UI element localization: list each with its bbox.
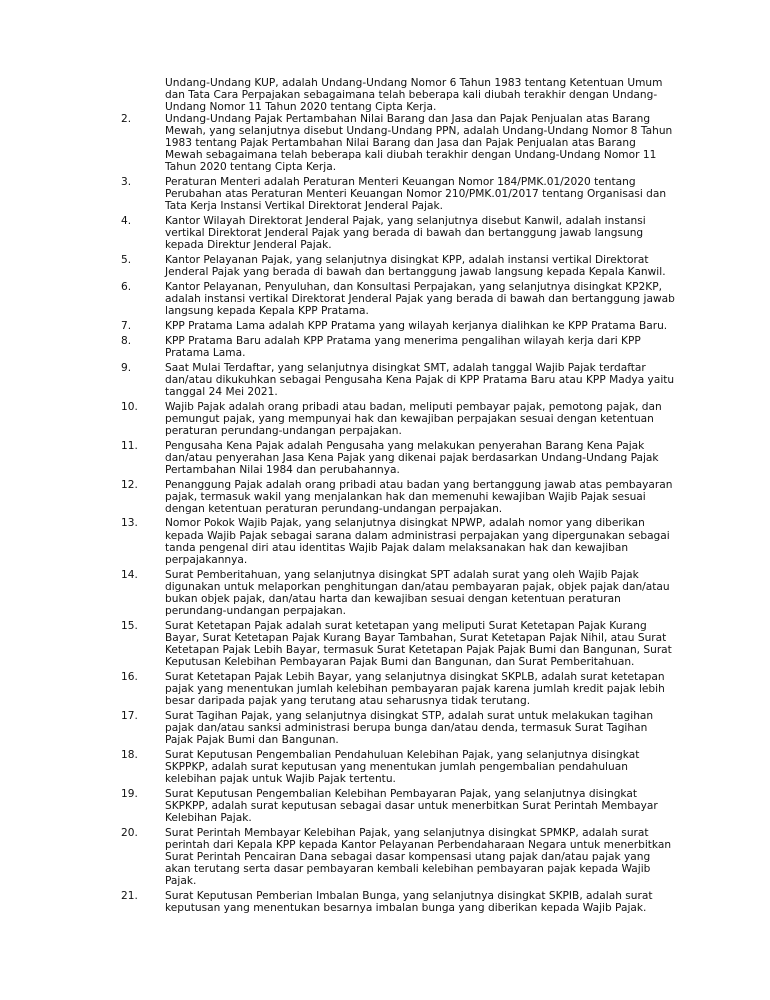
item-number: 3. xyxy=(121,176,132,189)
list-item xyxy=(0,749,675,785)
list-item xyxy=(0,517,675,565)
list-item xyxy=(0,440,675,476)
item-number: 18. xyxy=(121,748,138,761)
item-text: Kantor Pelayanan Pajak, yang selanjutnya disingkat KPP, adalah instansi vertikal Direktorat Jenderal Pajak yang berada di bawah dan bertanggung jawab langsung kepada Kepala Kanwil. xyxy=(165,254,666,279)
list-item xyxy=(0,254,675,278)
list-item xyxy=(0,215,675,251)
item-text: Peraturan Menteri adalah Peraturan Menteri Keuangan Nomor 184/PMK.01/2020 tentang Perubahan atas Peraturan Menteri Keuangan Nomor 210/PMK.01/2017 tentang Organisasi dan Tata Kerja Instansi Vertikal Direktorat Jenderal Pajak. xyxy=(165,176,667,213)
item-text: Surat Ketetapan Pajak adalah surat ketetapan yang meliputi Surat Ketetapan Pajak Kurang Bayar, Surat Ketetapan Pajak Kurang Bayar Tambahan, Surat Ketetapan Pajak Nihil, atau Surat Ketetapan Pajak Lebih Bayar, termasuk Surat Ketetapan Pajak Pajak Bumi dan Bangunan, Surat Keputusan Kelebihan Pembayaran Pajak Bumi dan Bangunan, dan Surat Pemberitahuan. xyxy=(165,619,672,668)
list-item xyxy=(0,569,675,617)
item-number: 15. xyxy=(121,619,138,632)
list-item xyxy=(0,281,675,317)
item-text: Surat Keputusan Pengembalian Pendahuluan Kelebihan Pajak, yang selanjutnya disingkat SKPPKP, adalah surat keputusan yang menentukan jumlah pengembalian pendahuluan kelebihan pajak untuk Wajib Pajak tertentu. xyxy=(165,748,640,785)
item-text: Undang-Undang Pajak Pertambahan Nilai Barang dan Jasa dan Pajak Penjualan atas Barang Mewah, yang selanjutnya disebut Undang-Undang PPN, adalah Undang-Undang Nomor 8 Tahun 1983 tentang Pajak Pertambahan Nilai Barang dan Jasa dan Pajak Penjualan atas Barang Mewah sebagaimana telah beberapa kali diubah terakhir dengan Undang-Undang Nomor 11 Tahun 2020 tentang Cipta Kerja. xyxy=(165,113,673,174)
item-text: Kantor Wilayah Direktorat Jenderal Pajak, yang selanjutnya disebut Kanwil, adalah instansi vertikal Direktorat Jenderal Pajak yang berada di bawah dan bertanggung jawab langsung kepada Direktur Jenderal Pajak. xyxy=(165,215,646,252)
item-text: Saat Mulai Terdaftar, yang selanjutnya disingkat SMT, adalah tanggal Wajib Pajak terdaftar dan/atau dikukuhkan sebagai Pengusaha Kena Pajak di KPP Pratama Baru atau KPP Madya yaitu tanggal 24 Mei 2021. xyxy=(165,361,675,398)
item-number: 7. xyxy=(121,319,132,332)
item-text: Pengusaha Kena Pajak adalah Pengusaha yang melakukan penyerahan Barang Kena Pajak dan/atau penyerahan Jasa Kena Pajak yang dikenai pajak berdasarkan Undang-Undang Pajak Pertambahan Nilai 1984 dan perubahannya. xyxy=(165,439,659,476)
continuation-paragraph: Undang-Undang KUP, adalah Undang-Undang Nomor 6 Tahun 1983 tentang Ketentuan Umum dan Tata Cara Perpajakan sebagaimana telah beberapa kali diubah terakhir dengan Undang-Undang Nomor 11 Tahun 2020 tentang Cipta Kerja. xyxy=(165,77,663,114)
item-number: 6. xyxy=(121,280,132,293)
item-number: 14. xyxy=(121,568,138,581)
item-number: 11. xyxy=(121,439,138,452)
list-item xyxy=(0,710,675,746)
item-text: Wajib Pajak adalah orang pribadi atau badan, meliputi pembayar pajak, pemotong pajak, dan pemungut pajak, yang mempunyai hak dan kewajiban perpajakan sesuai dengan ketentuan peraturan perundang-undangan perpajakan. xyxy=(165,400,662,437)
list-item xyxy=(0,620,675,668)
item-number: 2. xyxy=(121,113,132,125)
item-number: 20. xyxy=(121,826,138,839)
list-item xyxy=(0,401,675,437)
list-item xyxy=(0,113,675,173)
item-number: 12. xyxy=(121,478,138,491)
list-item xyxy=(0,788,675,824)
item-text: Kantor Pelayanan, Penyuluhan, dan Konsultasi Perpajakan, yang selanjutnya disingkat KP2KP, adalah instansi vertikal Direktorat Jenderal Pajak yang berada di bawah dan bertanggung jawab langsung kepada Kepala KPP Pratama. xyxy=(165,280,675,318)
item-number: 5. xyxy=(121,254,132,267)
item-text: KPP Pratama Lama adalah KPP Pratama yang wilayah kerjanya dialihkan ke KPP Pratama Baru. xyxy=(165,319,668,332)
definition-list xyxy=(0,113,770,917)
item-number: 21. xyxy=(121,889,138,902)
item-text: Surat Ketetapan Pajak Lebih Bayar, yang selanjutnya disingkat SKPLB, adalah surat ketetapan pajak yang menentukan jumlah kelebihan pembayaran pajak karena jumlah kredit pajak lebih besar daripada pajak yang terutang atau seharusnya tidak terutang. xyxy=(165,670,665,707)
item-number: 8. xyxy=(121,334,132,347)
list-item xyxy=(0,176,675,212)
item-number: 17. xyxy=(121,709,138,722)
item-text: Penanggung Pajak adalah orang pribadi atau badan yang bertanggung jawab atas pembayaran pajak, termasuk wakil yang menjalankan hak dan memenuhi kewajiban Wajib Pajak sesuai dengan ketentuan peraturan perundang-undangan perpajakan. xyxy=(165,478,673,515)
list-item xyxy=(0,362,675,398)
list-item xyxy=(0,479,675,515)
item-number: 13. xyxy=(121,517,138,530)
item-number: 10. xyxy=(121,400,138,413)
list-item xyxy=(0,335,675,359)
list-item xyxy=(0,890,675,914)
item-text: Surat Perintah Membayar Kelebihan Pajak, yang selanjutnya disingkat SPMKP, adalah surat perintah dari Kepala KPP kepada Kantor Pelayanan Perbendaharaan Negara untuk menerbitkan Surat Perintah Pencairan Dana sebagai dasar kompensasi utang pajak dan/atau pajak yang akan terutang serta dasar pembayaran kembali kelebihan pembayaran pajak kepada Wajib Pajak. xyxy=(165,826,672,887)
item-text: Surat Keputusan Pengembalian Kelebihan Pembayaran Pajak, yang selanjutnya disingkat SKPKPP, adalah surat keputusan sebagai dasar untuk menerbitkan Surat Perintah Membayar Kelebihan Pajak. xyxy=(165,787,658,824)
item-text: KPP Pratama Baru adalah KPP Pratama yang menerima pengalihan wilayah kerja dari KPP Pratama Lama. xyxy=(165,334,641,359)
item-number: 19. xyxy=(121,787,138,800)
item-number: 4. xyxy=(121,215,132,228)
list-item xyxy=(0,827,675,887)
item-text: Surat Pemberitahuan, yang selanjutnya disingkat SPT adalah surat yang oleh Wajib Pajak digunakan untuk melaporkan penghitungan dan/atau pembayaran pajak, objek pajak dan/atau bukan objek pajak, dan/atau harta dan kewajiban sesuai dengan ketentuan peraturan perundang-undangan perpajakan. xyxy=(165,568,670,617)
item-number: 16. xyxy=(121,670,138,683)
item-number: 9. xyxy=(121,361,132,374)
item-text: Nomor Pokok Wajib Pajak, yang selanjutnya disingkat NPWP, adalah nomor yang diberikan kepada Wajib Pajak sebagai sarana dalam administrasi perpajakan yang dipergunakan sebagai tanda pengenal diri atau identitas Wajib Pajak dalam melaksanakan hak dan kewajiban perpajakannya. xyxy=(165,517,670,566)
item-text: Surat Keputusan Pemberian Imbalan Bunga, yang selanjutnya disingkat SKPIB, adalah surat keputusan yang menentukan besarnya imbalan bunga yang diberikan kepada Wajib Pajak. xyxy=(165,889,653,914)
list-item xyxy=(0,671,675,707)
list-item xyxy=(0,320,675,332)
item-text: Surat Tagihan Pajak, yang selanjutnya disingkat STP, adalah surat untuk melakukan tagihan pajak dan/atau sanksi administrasi berupa bunga dan/atau denda, termasuk Surat Tagihan Pajak Pajak Bumi dan Bangunan. xyxy=(165,709,654,746)
